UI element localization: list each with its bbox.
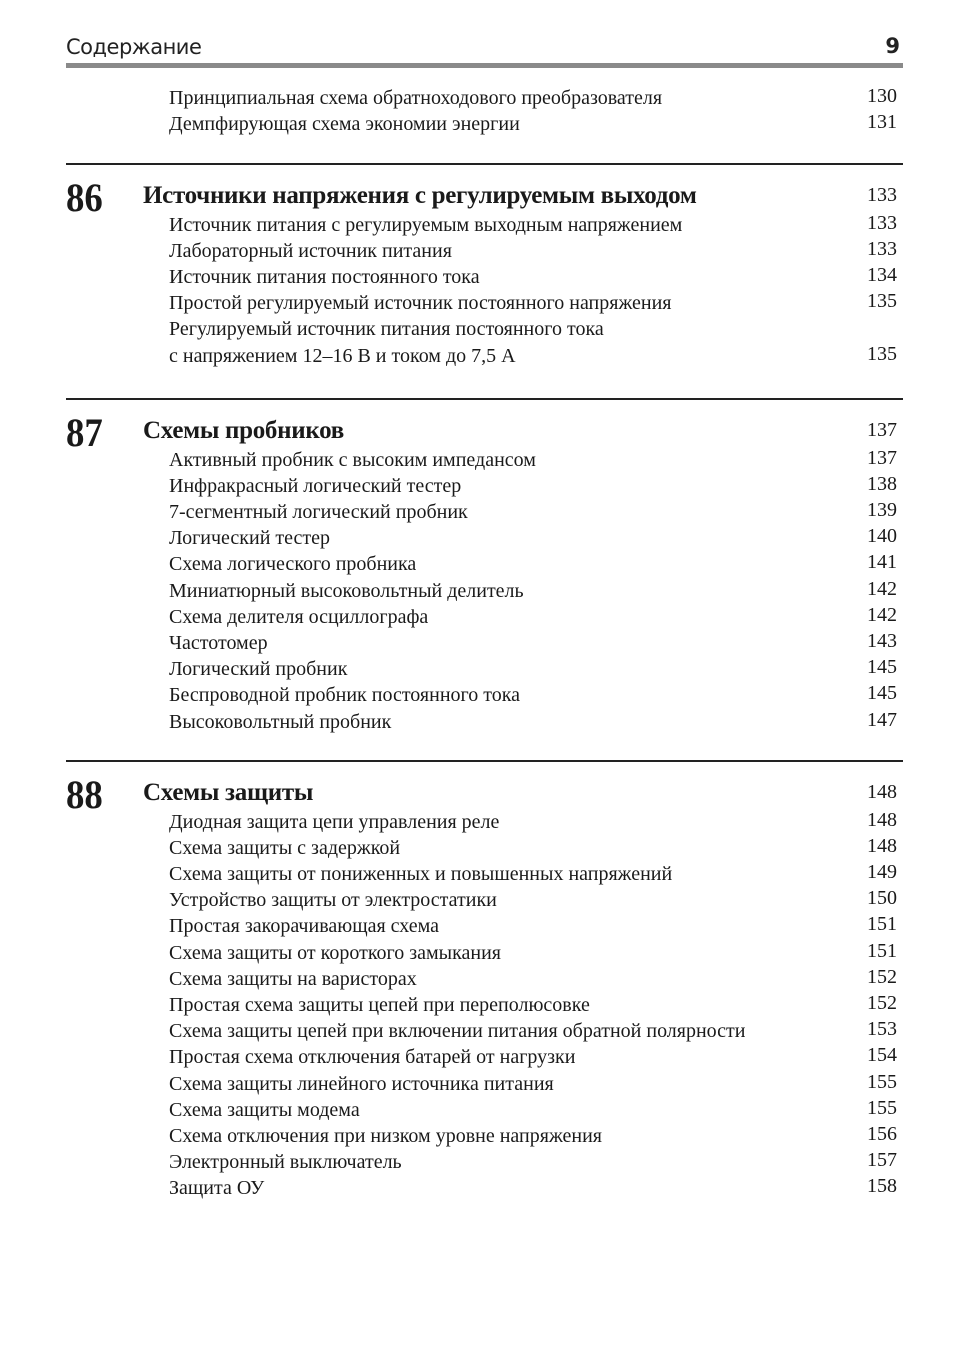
chapter-page: 148 — [867, 781, 897, 803]
toc-entry — [169, 913, 903, 939]
toc-entry-page: 133 — [867, 211, 897, 234]
toc-entry — [169, 709, 903, 735]
toc-entry-title: Простая закорачивающая схема — [169, 915, 440, 938]
toc-entry-title: Принципиальная схема обратноходового преобразователя — [169, 87, 663, 109]
toc-entry — [169, 290, 903, 316]
toc-entry-title: Высоковольтный пробник — [169, 710, 392, 733]
toc-entry-page: 139 — [867, 498, 897, 521]
chapter-86 — [66, 163, 903, 369]
toc-entry-page: 155 — [867, 1096, 897, 1119]
running-header-page-number: 9 — [885, 34, 900, 58]
toc-entry-title: Схема защиты модема — [169, 1098, 360, 1121]
toc-entry-title: Логический пробник — [169, 658, 348, 681]
chapter-heading — [66, 174, 903, 220]
toc-entry — [169, 85, 903, 111]
toc-entry-title-continued: с напряжением 12–16 В и током до 7,5 А — [169, 344, 516, 367]
toc-entry-title: Простая схема отключения батарей от нагрузки — [169, 1046, 576, 1069]
toc-entry-page: 150 — [867, 887, 897, 910]
toc-entry-page: 152 — [867, 991, 897, 1014]
toc-entry — [169, 630, 903, 656]
toc-entry-title: Схема логического пробника — [169, 553, 417, 576]
chapter-title: Схемы защиты — [143, 778, 314, 806]
toc-entry-title: Регулируемый источник питания постоянного тока — [169, 318, 604, 341]
toc-entry — [169, 966, 903, 992]
chapter-title: Схемы пробников — [143, 416, 344, 444]
chapter-page: 137 — [867, 419, 897, 441]
toc-entry-title: Источник питания с регулируемым выходным напряжением — [169, 213, 683, 236]
toc-entry — [169, 1071, 903, 1097]
toc-entry — [169, 1175, 903, 1201]
toc-entry — [169, 499, 903, 525]
chapter-number: 86 — [66, 174, 103, 220]
toc-entry — [169, 473, 903, 499]
toc-entry-page: 137 — [867, 446, 897, 469]
toc-entry-page: 130 — [867, 85, 897, 107]
toc-entry — [169, 111, 903, 137]
toc-entry-page: 131 — [867, 111, 897, 134]
toc-entry-page: 154 — [867, 1044, 897, 1067]
toc-entry-page: 141 — [867, 551, 897, 574]
toc-entry-page: 147 — [867, 708, 897, 731]
toc-entry — [169, 264, 903, 290]
chapter-number: 87 — [66, 409, 103, 455]
chapter-entries — [169, 447, 903, 735]
toc-entry-title: Схема делителя осциллографа — [169, 605, 429, 628]
chapter-87 — [66, 398, 903, 735]
chapter-number: 88 — [66, 771, 103, 817]
toc-entry — [169, 1123, 903, 1149]
toc-entry — [169, 992, 903, 1018]
toc-entry-title: 7-сегментный логический пробник — [169, 500, 468, 523]
toc-entry-page: 152 — [867, 965, 897, 988]
chapter-rule — [66, 760, 903, 762]
chapter-entries — [169, 212, 903, 369]
toc-entry-title: Схема защиты цепей при включении питания обратной полярности — [169, 1020, 746, 1043]
toc-entry — [169, 316, 903, 368]
toc-entry-title: Демпфирующая схема экономии энергии — [169, 113, 520, 136]
toc-entry-page: 145 — [867, 682, 897, 705]
toc-entry-page: 158 — [867, 1175, 897, 1198]
toc-entry-title: Диодная защита цепи управления реле — [169, 810, 500, 833]
chapter-heading — [66, 771, 903, 817]
toc-entry — [169, 525, 903, 551]
toc-entry-page: 142 — [867, 603, 897, 626]
toc-entry-title: Логический тестер — [169, 527, 331, 550]
toc-entry-title: Миниатюрный высоковольтный делитель — [169, 579, 524, 602]
toc-entry — [169, 940, 903, 966]
toc-entry-page: 143 — [867, 629, 897, 652]
toc-entry-title: Схема защиты с задержкой — [169, 836, 401, 859]
toc-entry — [169, 682, 903, 708]
toc-entry — [169, 656, 903, 682]
toc-entry-page: 151 — [867, 939, 897, 962]
toc-entry — [169, 1018, 903, 1044]
toc-entry-title: Источник питания постоянного тока — [169, 265, 480, 288]
toc-entry — [169, 447, 903, 473]
toc-entry — [169, 835, 903, 861]
chapter-page: 133 — [867, 184, 897, 206]
chapter-88 — [66, 760, 903, 1202]
toc-entry-page: 140 — [867, 525, 897, 548]
toc-entry — [169, 887, 903, 913]
toc-entry-page: 148 — [867, 808, 897, 831]
toc-entry — [169, 212, 903, 238]
running-header-title: Содержание — [66, 35, 202, 59]
toc-entry-page: 138 — [867, 472, 897, 495]
toc-entry-page: 153 — [867, 1018, 897, 1041]
toc-entry-title: Активный пробник с высоким импедансом — [169, 448, 536, 471]
toc-entry-page: 134 — [867, 263, 897, 286]
header-rule — [66, 63, 903, 68]
toc-entry-title: Устройство защиты от электростатики — [169, 889, 497, 912]
toc-entry-title: Беспроводной пробник постоянного тока — [169, 684, 521, 707]
chapter-heading — [66, 409, 903, 455]
toc-entry-page: 145 — [867, 656, 897, 679]
chapter-title: Источники напряжения с регулируемым выходом — [143, 181, 697, 209]
toc-entry-title: Схема отключения при низком уровне напряжения — [169, 1124, 602, 1147]
toc-entry-title: Схема защиты на варисторах — [169, 967, 417, 990]
chapter-entries — [169, 809, 903, 1202]
toc-entry-title: Инфракрасный логический тестер — [169, 474, 462, 497]
toc-entry-title: Простая схема защиты цепей при переполюсовке — [169, 993, 590, 1016]
toc-entry — [169, 809, 903, 835]
toc-entry-title: Простой регулируемый источник постоянного напряжения — [169, 292, 672, 315]
toc-entry — [169, 238, 903, 264]
toc-entry-page: 157 — [867, 1149, 897, 1172]
continuation-entries — [66, 85, 903, 137]
toc-entry-page: 151 — [867, 913, 897, 936]
toc-entry-title: Электронный выключатель — [169, 1151, 402, 1174]
toc-entry-title: Частотомер — [169, 631, 268, 654]
toc-entry — [169, 1149, 903, 1175]
toc-entry-page: 135 — [867, 342, 897, 365]
toc-entry-page: 155 — [867, 1070, 897, 1093]
chapter-rule — [66, 398, 903, 400]
toc-entry-title: Лабораторный источник питания — [169, 239, 452, 262]
toc-entry-title: Схема защиты от короткого замыкания — [169, 941, 502, 964]
toc-entry-page: 135 — [867, 290, 897, 313]
toc-entry-title: Схема защиты линейного источника питания — [169, 1072, 554, 1095]
toc-entry — [169, 551, 903, 577]
toc-entry-title: Схема защиты от пониженных и повышенных напряжений — [169, 862, 673, 885]
toc-entry-page: 149 — [867, 860, 897, 883]
chapter-rule — [66, 163, 903, 165]
toc-entry-page: 142 — [867, 577, 897, 600]
toc-entry-page: 156 — [867, 1122, 897, 1145]
toc-entry — [169, 861, 903, 887]
toc-entry — [169, 1044, 903, 1070]
toc-entry — [169, 1097, 903, 1123]
toc-entry — [169, 604, 903, 630]
toc-entry-page: 133 — [867, 237, 897, 260]
toc-entry-page: 148 — [867, 834, 897, 857]
toc-entry — [169, 578, 903, 604]
toc-entry-title: Защита ОУ — [169, 1177, 265, 1200]
